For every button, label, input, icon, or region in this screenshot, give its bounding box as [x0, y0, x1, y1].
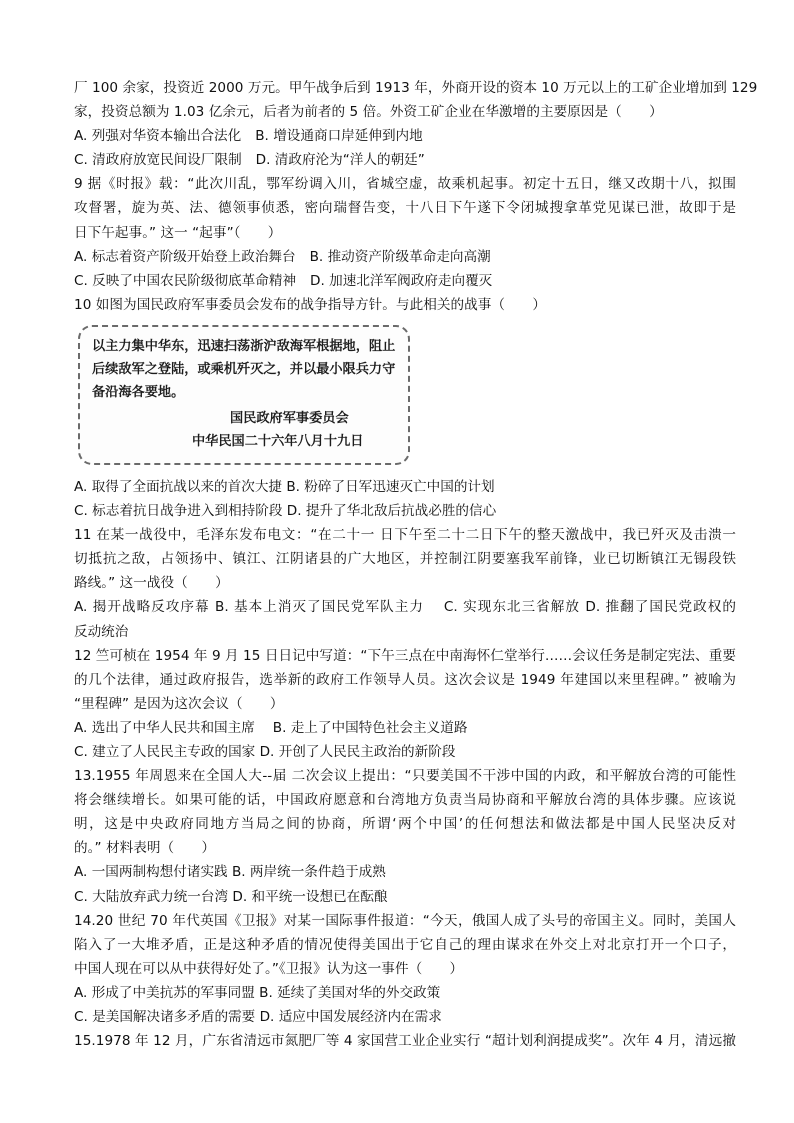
question-10 — [74, 293, 736, 523]
notice-issuer: 国民政府军事委员会 — [230, 410, 349, 426]
notice-text: 以主力集中华东，迅速扫荡浙沪敌海军根据地，阻止后续敌军之登陆，或乘机歼灭之，并以最小限兵力守备沿海各要地。 — [92, 338, 396, 400]
option-a-b[interactable]: A. 取得了全面抗战以来的首次大捷 B. 粉碎了日军迅速灭亡中国的计划 — [74, 478, 495, 495]
option-row — [74, 1005, 736, 1029]
question-8 — [74, 76, 758, 172]
question-11 — [74, 523, 736, 643]
question-text-line: 厂 100 余家，投资近 2000 万元。甲午战争后到 1913 年，外商开设的资本 10 万元以上的工矿企业增加到 129 — [74, 80, 758, 96]
option-d[interactable]: D. 加速北洋军阀政府走向覆灭 — [310, 272, 493, 289]
question-text-line: 日下午起事。” 这一 “起事”（ ） — [74, 224, 282, 241]
option-a[interactable]: A. 标志着资产阶级开始登上政治舞台 — [74, 248, 296, 265]
question-text-line: 12 竺可桢在 1954 年 9 月 15 日日记中写道：“下午三点在中南海怀仁堂举行……会议任务是制定宪法、重要 — [74, 647, 736, 664]
option-row — [74, 885, 736, 909]
question-9 — [74, 172, 736, 292]
option-b[interactable]: B. 推动资产阶级革命走向高潮 — [309, 248, 491, 265]
option-a-d[interactable]: A. 揭开战略反攻序幕 B. 基本上消灭了国民党军队主力 C. 实现东北三省解放 D. 推翻了国民党政权的 — [74, 599, 736, 616]
option-row — [74, 148, 736, 172]
exam-page — [74, 76, 758, 1053]
question-text-line: 11 在某一战役中，毛泽东发布电文：“在二十一 日下午至二十二日下午的整天激战中，我已歼灭及击溃一 — [74, 527, 736, 544]
option-row — [74, 269, 736, 293]
option-d[interactable]: D. 清政府沦为“洋人的朝廷” — [255, 152, 425, 169]
option-row — [74, 860, 736, 884]
question-text-line: 家，投资总额为 1.03 亿余元，后者为前者的 5 倍。外资工矿企业在华激增的主要原因是（ ） — [74, 104, 663, 121]
question-text-line: 中国人现在可以从中获得好处了。”《卫报》认为这一事件（ ） — [74, 960, 464, 977]
option-row — [74, 595, 736, 619]
question-12 — [74, 644, 736, 764]
option-row — [74, 716, 736, 740]
option-row — [74, 245, 736, 269]
question-text-line: 的几个法律，通过政府报告，选举新的政府工作领导人员。这次会议是 1949 年建国以来里程碑。” 被喻为 — [74, 671, 736, 688]
option-row — [74, 475, 736, 499]
option-a-b[interactable]: A. 选出了中华人民共和国主席 B. 走上了中国特色社会主义道路 — [74, 719, 468, 736]
question-text-line: 的。” 材料表明（ ） — [74, 840, 216, 857]
question-text-line: 9 据《时报》载：“此次川乱，鄂军纷调入川，省城空虚，故乘机起事。初定十五日，继又改期十八，拟围 — [74, 176, 736, 193]
option-a[interactable]: A. 列强对华资本输出合法化 — [74, 128, 242, 145]
question-text-line: 13.1955 年周恩来在全国人大--届 二次会议上提出：“只要美国不干涉中国的内政，和平解放台湾的可能性 — [74, 768, 736, 785]
question-15 — [74, 1029, 736, 1053]
notice-date: 中华民国二十六年八月十九日 — [192, 433, 364, 449]
question-text-line: 14.20 世纪 70 年代英国《卫报》对某一国际事件报道：“今天，俄国人成了头号的帝国主义。同时，美国人 — [74, 912, 736, 929]
question-text-line: 切抵抗之敌，占领扬中、镇江、江阴诸县的广大地区，并控制江阴要塞我军前锋，业已切断镇江无锡段铁 — [74, 551, 736, 568]
option-c-d[interactable]: C. 大陆放弃武力统一台湾 D. 和平统一设想已在酝酿 — [74, 888, 388, 905]
option-c-d[interactable]: C. 是美国解决诸多矛盾的需要 D. 适应中国发展经济内在需求 — [74, 1009, 442, 1025]
question-text-line: 攻督署，旋为英、法、德领事侦悉，密向瑞督告变，十八日下午遂下令闭城搜拿革党见谋已泄，故即于是 — [74, 200, 736, 217]
option-row — [74, 620, 736, 644]
option-d-continued[interactable]: 反动统治 — [74, 623, 129, 640]
question-text-line: “里程碑” 是因为这次会议（ ） — [74, 695, 284, 712]
question-text-line: 路线。” 这一战役（ ） — [74, 575, 229, 592]
question-14 — [74, 909, 736, 1029]
option-row — [74, 740, 736, 764]
question-text-line: 明，这是中央政府同地方当局之间的协商，所谓‘两个中国’的任何想法和做法都是中国人民坚决反对 — [74, 816, 736, 833]
option-row — [74, 981, 736, 1005]
option-a-b[interactable]: A. 形成了中美抗苏的军事同盟 B. 延续了美国对华的外交政策 — [74, 984, 441, 1001]
question-text-line: 15.1978 年 12 月，广东省清远市氮肥厂等 4 家国营工业企业实行 “超计划利润提成奖”。次年 4 月，清远撤 — [74, 1033, 736, 1050]
option-b[interactable]: B. 增设通商口岸延伸到内地 — [255, 128, 423, 145]
option-row — [74, 124, 736, 148]
question-text-line: 陷入了一大堆矛盾，正是这种矛盾的情况使得美国出于它自己的理由谋求在外交上对北京打开一个口子， — [74, 936, 736, 953]
option-c[interactable]: C. 反映了中国农民阶级彻底革命精神 — [74, 272, 297, 289]
option-c[interactable]: C. 清政府放宽民间设厂限制 — [74, 152, 242, 169]
question-text-line: 10 如图为国民政府军事委员会发布的战争指导方针。与此相关的战事（ ） — [74, 296, 547, 313]
option-a-b[interactable]: A. 一国两制构想付诸实践 B. 两岸统一条件趋于成熟 — [74, 864, 386, 881]
question-text-line: 将会继续增长。如果可能的话，中国政府愿意和台湾地方负责当局协商和平解放台湾的具体步骤。应该说 — [74, 792, 736, 809]
option-c-d[interactable]: C. 建立了人民民主专政的国家 D. 开创了人民民主政治的新阶段 — [74, 743, 456, 760]
question-13 — [74, 764, 736, 909]
option-row — [74, 499, 736, 523]
option-c-d[interactable]: C. 标志着抗日战争进入到相持阶段 D. 提升了华北敌后抗战必胜的信心 — [74, 503, 497, 520]
directive-notice-image — [78, 325, 410, 465]
